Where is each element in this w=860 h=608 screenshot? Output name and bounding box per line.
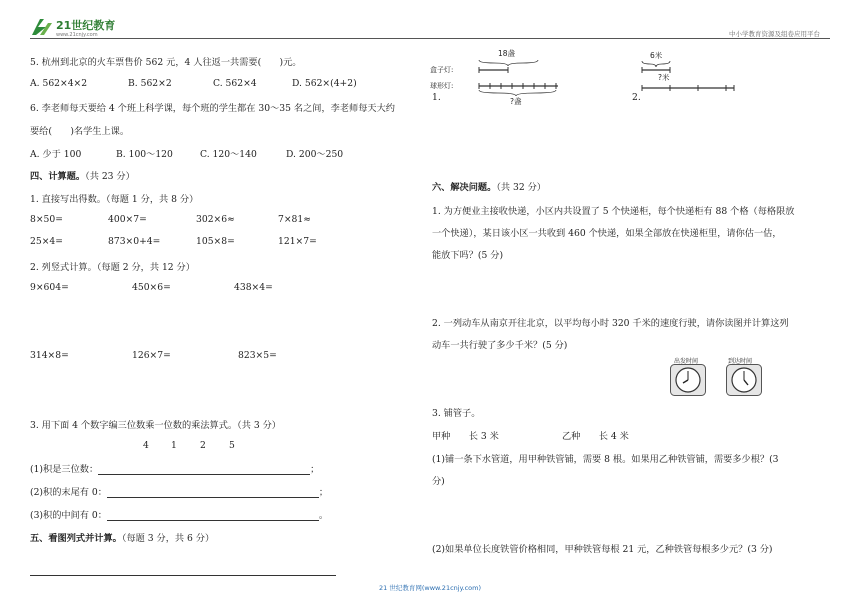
- blank-item-2-label: (2)积的末尾有 0：: [30, 487, 107, 498]
- diagram2-question: ?米: [658, 73, 670, 82]
- problem-2-line2: 动车一共行驶了多少千米？(5 分): [432, 340, 568, 351]
- section-4-score: （共 23 分）: [85, 171, 135, 182]
- logo-text: 21世纪教育: [56, 19, 116, 32]
- site-label: 中小学教育资源及组卷应用平台: [729, 30, 820, 38]
- problem-3-1-line2: 分): [432, 476, 445, 487]
- brace-top: [479, 60, 538, 66]
- section-5-heading: [30, 530, 214, 544]
- clock-depart-icon: [670, 364, 706, 396]
- section-4-title: 四、计算题。: [30, 171, 86, 182]
- site-logo: [30, 15, 130, 37]
- sub-4-1: 1. 直接写出得数。（每题 1 分，共 8 分）: [30, 194, 199, 205]
- answer-line-3[interactable]: [107, 511, 319, 521]
- digit-2: 1: [171, 440, 177, 451]
- diagram1-label-balllamp: 球形灯:: [430, 82, 454, 90]
- pipe-type-a: 甲种 长 3 米: [432, 431, 499, 442]
- problem-3-1-line1: (1)铺一条下水管道，用甲种铁管铺，需要 8 根。如果用乙种铁管铺，需要多少根？(3: [432, 454, 779, 465]
- q6-option-a: A. 少于 100: [30, 149, 82, 160]
- diagram1-top-label: 18盏: [498, 49, 516, 58]
- header-divider: [30, 38, 830, 39]
- diagram-1-number: 1.: [432, 92, 441, 103]
- sub-4-3: 3. 用下面 4 个数字编三位数乘一位数的乘法算式。（共 3 分）: [30, 420, 281, 431]
- oral-calc-6: 873×0+4=: [108, 236, 161, 247]
- clock-depart-label: 出发时间: [674, 358, 699, 365]
- vertical-calc-5: 126×7=: [132, 350, 171, 361]
- vertical-calc-3: 438×4=: [234, 282, 273, 293]
- bottom-rule: [30, 575, 336, 576]
- q6-option-b: B. 100～120: [116, 149, 173, 160]
- problem-1-line2: 一个快递），某日该小区一共收到 460 个快递，如果全部放在快递柜里，请你估一估，: [432, 228, 782, 239]
- clock-arrive-label: 到达时间: [728, 358, 753, 365]
- section-5-title: 五、看图列式并计算。: [30, 533, 122, 544]
- clock-arrive-icon: [726, 364, 762, 396]
- diagram1-question: ?盏: [510, 97, 522, 106]
- pipe-type-b: 乙种 长 4 米: [562, 431, 629, 442]
- problem-3-2: (2)如果单位长度铁管价格相同，甲种铁管每根 21 元，乙种铁管每根多少元？(3 分): [432, 544, 773, 555]
- footer-text[interactable]: 21 世纪教育网(www.21cnjy.com): [379, 584, 481, 592]
- blank-item-2-end: ；: [318, 487, 329, 498]
- blank-item-3-label: (3)积的中间有 0：: [30, 510, 107, 521]
- oral-calc-2: 400×7=: [108, 214, 147, 225]
- brace-bottom: [479, 90, 556, 96]
- blank-item-3-end: 。: [318, 510, 329, 521]
- question-6-line2: 要给( )名学生上课。: [30, 126, 130, 137]
- vertical-calc-6: 823×5=: [238, 350, 277, 361]
- digit-4: 5: [229, 440, 235, 451]
- oral-calc-4: 7×81≈: [278, 214, 311, 225]
- section-6-score: （共 32 分）: [496, 182, 546, 193]
- question-6-line1: 6. 李老师每天要给 4 个班上科学课，每个班的学生都在 30～35 名之间，李老师每天大约: [30, 103, 395, 114]
- section-5-score: （每题 3 分，共 6 分）: [121, 533, 215, 544]
- section-4-heading: [30, 168, 135, 182]
- q5-option-d: D. 562×(4+2): [292, 78, 357, 89]
- vertical-calc-4: 314×8=: [30, 350, 69, 361]
- vertical-calc-2: 450×6=: [132, 282, 171, 293]
- diagram-2-number: 2.: [632, 92, 641, 103]
- diagram1-label-boxlamp: 盒子灯:: [430, 66, 454, 74]
- problem-1-line1: 1. 为方便业主接收快递，小区内共设置了 5 个快递柜，每个快递柜有 88 个格（每格限放: [432, 206, 795, 217]
- oral-calc-1: 8×50=: [30, 214, 63, 225]
- q6-option-c: C. 120～140: [200, 149, 257, 160]
- oral-calc-3: 302×6≈: [196, 214, 235, 225]
- sub-4-2: 2. 列竖式计算。（每题 2 分，共 12 分）: [30, 262, 195, 273]
- diagram-lamps: [428, 48, 563, 106]
- oral-calc-8: 121×7=: [278, 236, 317, 247]
- q5-option-c: C. 562×4: [213, 78, 257, 89]
- blank-item-1: [30, 461, 319, 475]
- diagram2-top-label: 6米: [650, 51, 663, 60]
- oral-calc-5: 25×4=: [30, 236, 63, 247]
- blank-item-1-label: (1)积是三位数：: [30, 464, 99, 475]
- digit-1: 4: [143, 440, 149, 451]
- problem-1-line3: 能放下吗？(5 分): [432, 250, 504, 261]
- problem-2-line1: 2. 一列动车从南京开往北京，以平均每小时 320 千米的速度行驶，请你读图并计算这列: [432, 318, 789, 329]
- digit-3: 2: [200, 440, 206, 451]
- q5-option-b: B. 562×2: [128, 78, 172, 89]
- oral-calc-7: 105×8=: [196, 236, 235, 247]
- q5-option-a: A. 562×4×2: [30, 78, 88, 89]
- brace-top-2: [642, 61, 670, 67]
- blank-item-2: [30, 484, 328, 498]
- answer-line-1[interactable]: [98, 465, 310, 475]
- blank-item-1-end: ；: [310, 464, 320, 475]
- vertical-calc-1: 9×604=: [30, 282, 69, 293]
- logo-url: www.21cnjy.com: [56, 32, 98, 37]
- diagram-length: [636, 48, 736, 98]
- section-6-title: 六、解决问题。: [432, 182, 497, 193]
- answer-line-2[interactable]: [107, 488, 319, 498]
- section-6-heading: [432, 179, 546, 193]
- problem-3: 3. 铺管子。: [432, 408, 481, 419]
- q6-option-d: D. 200～250: [286, 149, 344, 160]
- question-5: 5. 杭州到北京的火车票售价 562 元，4 人往返一共需要( )元。: [30, 57, 302, 68]
- blank-item-3: [30, 507, 328, 521]
